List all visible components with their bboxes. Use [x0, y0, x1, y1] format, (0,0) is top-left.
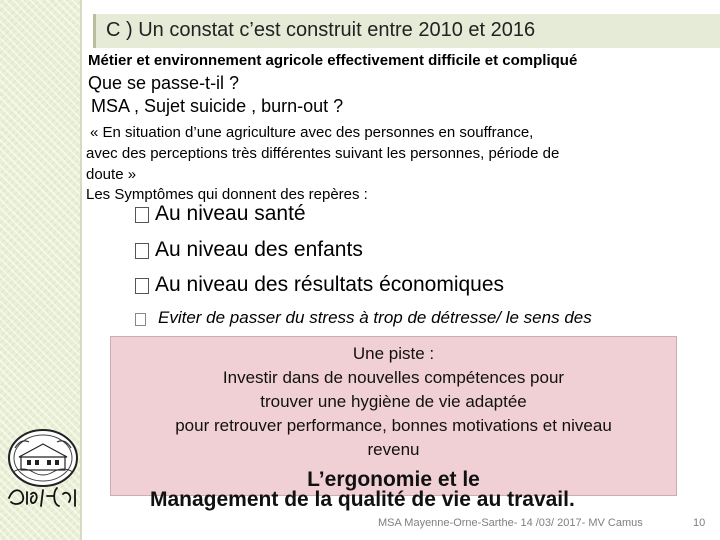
box-conclusion-line: Management de la qualité de vie au travail. [150, 488, 575, 511]
box-line: Une piste : [352, 344, 435, 363]
quote-line: « En situation d’une agriculture avec des personnes en souffrance, [90, 124, 534, 141]
bullet-box-icon [135, 207, 149, 223]
bullet-box-icon [135, 278, 149, 294]
bullet-text: Eviter de passer du stress à trop de détresse/ le sens des [158, 308, 592, 327]
slide-subtitle: Métier et environnement agricole effectivement difficile et compliqué [88, 52, 578, 69]
highlight-box [110, 336, 677, 496]
bullet-item-resultats [135, 273, 504, 297]
title-bar [93, 14, 720, 48]
question-1: Que se passe-t-il ? [88, 73, 240, 93]
page-number: 10 [693, 517, 706, 529]
quote-line: avec des perceptions très différentes suivant les personnes, période de [86, 145, 560, 162]
slide-title: C ) Un constat c’est construit entre 2010 et 2016 [106, 19, 536, 41]
box-line: revenu [367, 440, 420, 459]
question-2: MSA , Sujet suicide , burn-out ? [91, 96, 344, 116]
box-line: pour retrouver performance, bonnes motivations et niveau [175, 416, 612, 435]
bullet-item-sante [135, 202, 306, 226]
bullet-text: Au niveau des résultats économiques [155, 273, 505, 296]
symptoms-label: Les Symptômes qui donnent des repères : [86, 186, 368, 203]
bullet-item-stress [135, 308, 592, 328]
bullet-text: Au niveau des enfants [155, 238, 363, 261]
box-highlight-line: L’ergonomie et le [307, 468, 480, 491]
tout-ly-faut-logo-icon [3, 426, 83, 512]
box-line: trouver une hygiène de vie adaptée [260, 392, 527, 411]
bullet-text: Au niveau santé [155, 202, 306, 225]
bullet-box-icon [135, 243, 149, 259]
bullet-box-icon [135, 313, 146, 326]
slide-footer: MSA Mayenne-Orne-Sarthe- 14 /03/ 2017- MV Camus [378, 517, 643, 529]
box-line: Investir dans de nouvelles compétences pour [222, 368, 565, 387]
quote-block [86, 122, 666, 185]
bullet-item-enfants [135, 238, 363, 262]
quote-line: doute » [86, 166, 137, 183]
